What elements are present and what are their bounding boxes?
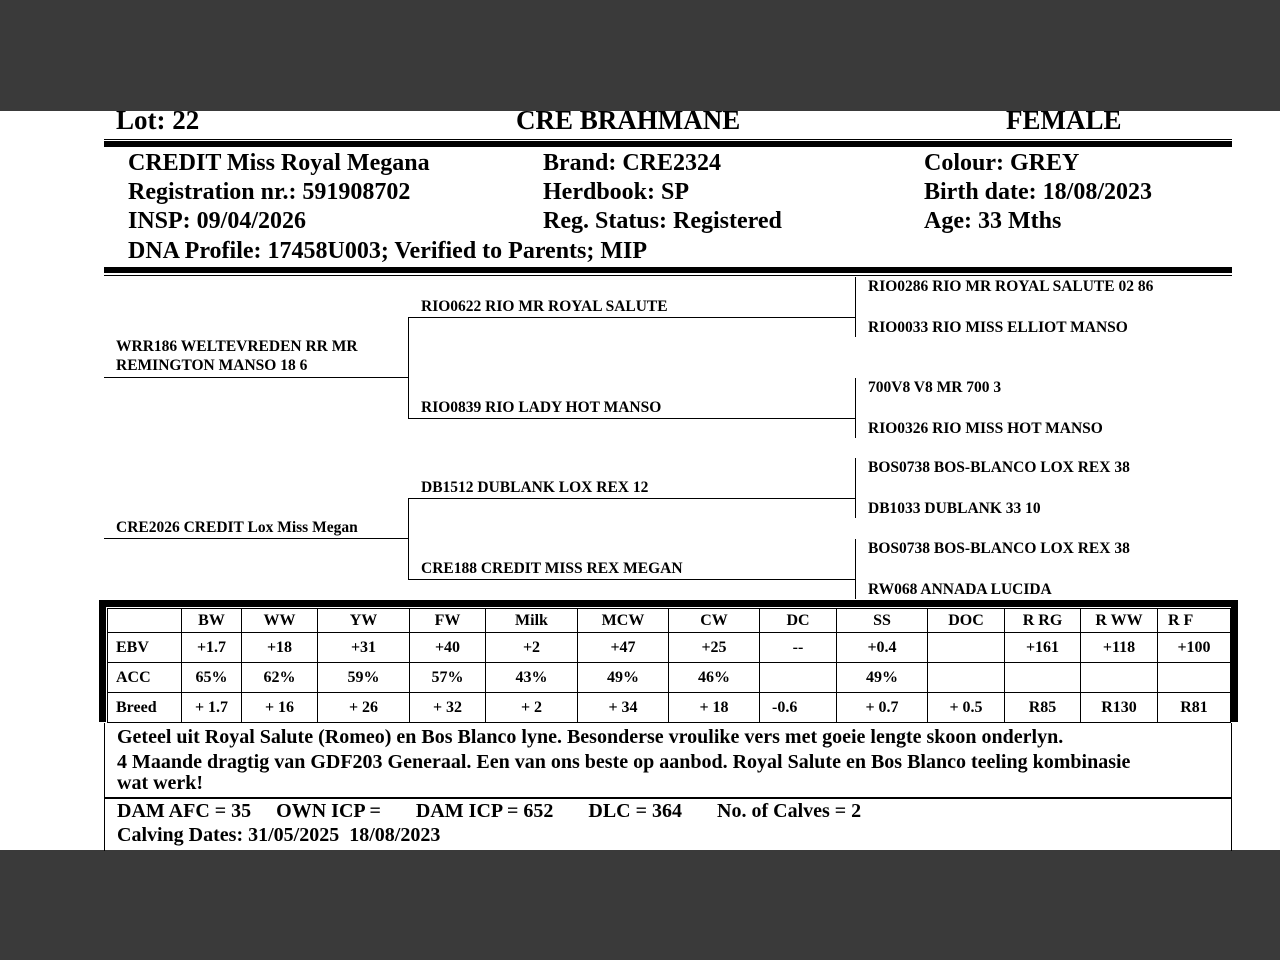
acc-cell: 65%: [182, 663, 242, 693]
gen3-ancestor-6: DB1033 DUBLANK 33 10: [868, 500, 1041, 517]
remarks-line-2: 4 Maande dragtig van GDF203 Generaal. Een van ons beste op aanbod. Royal Salute en Bos Blanco teeling kombinasie: [117, 751, 1131, 773]
ebv-header-cell: R RG: [1005, 609, 1081, 633]
breed-cell: + 16: [242, 693, 318, 723]
header-thin-rule: [104, 139, 1232, 140]
ebv-table: [107, 608, 1231, 723]
brand: Brand: CRE2324: [543, 150, 722, 176]
ebv-cell: +161: [1005, 633, 1081, 663]
calving-dates: Calving Dates: 31/05/2025 18/08/2023: [117, 824, 441, 846]
ebv-header-row: [108, 609, 1231, 633]
lot-document: [0, 105, 1280, 850]
gen3-bracket-4: [855, 539, 856, 599]
dam-bracket: [408, 498, 409, 580]
dna-profile: DNA Profile: 17458U003; Verified to Parents; MIP: [128, 238, 648, 264]
dam: CRE2026 CREDIT Lox Miss Megan: [116, 519, 358, 536]
gen3-ancestor-5: BOS0738 BOS-BLANCO LOX REX 38: [868, 459, 1130, 476]
herdbook: Herdbook: SP: [543, 179, 690, 205]
ebv-row: [108, 633, 1231, 663]
sire-sire: RIO0622 RIO MR ROYAL SALUTE: [421, 298, 668, 315]
sire-line-2: REMINGTON MANSO 18 6: [116, 357, 308, 374]
dam-dam: CRE188 CREDIT MISS REX MEGAN: [421, 560, 683, 577]
acc-cell: 62%: [242, 663, 318, 693]
sire-bracket: [408, 317, 409, 419]
animal-name: CREDIT Miss Royal Megana: [128, 150, 430, 176]
ebv-cell: +18: [242, 633, 318, 663]
acc-cell: [1081, 663, 1158, 693]
ebv-row-label: EBV: [108, 633, 182, 663]
breed-cell: + 1.7: [182, 693, 242, 723]
colour: Colour: GREY: [924, 150, 1080, 176]
acc-cell: 49%: [837, 663, 928, 693]
ebv-cell: +31: [318, 633, 410, 663]
breed-cell: R81: [1158, 693, 1231, 723]
sire-sire-line: [408, 317, 856, 318]
ebv-header-cell: R WW: [1081, 609, 1158, 633]
breed-cell: -0.6: [760, 693, 837, 723]
ebv-header-cell: YW: [318, 609, 410, 633]
gen3-ancestor-8: RW068 ANNADA LUCIDA: [868, 581, 1052, 598]
ebv-header-cell: R F: [1158, 609, 1231, 633]
breed-cell: + 18: [669, 693, 760, 723]
acc-cell: 49%: [578, 663, 669, 693]
ebv-cell: +2: [486, 633, 578, 663]
lot-number: Lot: 22: [116, 105, 200, 135]
ebv-header-cell: DOC: [928, 609, 1005, 633]
ebv-cell: +0.4: [837, 633, 928, 663]
ebv-cell: [928, 633, 1005, 663]
registration-status: Reg. Status: Registered: [543, 208, 782, 234]
ebv-header-cell: DC: [760, 609, 837, 633]
breed-cell: + 32: [410, 693, 486, 723]
breed-cell: + 2: [486, 693, 578, 723]
acc-cell: 59%: [318, 663, 410, 693]
ebv-header-cell: CW: [669, 609, 760, 633]
remarks-box: [104, 723, 1232, 798]
gen3-ancestor-3: 700V8 V8 MR 700 3: [868, 379, 1002, 396]
calving-stats-line: DAM AFC = 35 OWN ICP = DAM ICP = 652 DLC = 364 No. of Calves = 2: [117, 800, 862, 822]
ebv-cell: +118: [1081, 633, 1158, 663]
breed-cell: + 26: [318, 693, 410, 723]
ebv-cell: +1.7: [182, 633, 242, 663]
remarks-line-1: Geteel uit Royal Salute (Romeo) en Bos Blanco lyne. Besonderse vroulike vers met goeie lengte skoon onderlyn.: [117, 726, 1064, 748]
acc-row-label: ACC: [108, 663, 182, 693]
gen3-ancestor-1: RIO0286 RIO MR ROYAL SALUTE 02 86: [868, 278, 1154, 295]
info-thin-rule: [104, 275, 1232, 276]
acc-cell: [1005, 663, 1081, 693]
breed-cell: R130: [1081, 693, 1158, 723]
registration-number: Registration nr.: 591908702: [128, 179, 411, 205]
sire-line-1: WRR186 WELTEVREDEN RR MR: [116, 338, 358, 355]
ebv-header-cell: WW: [242, 609, 318, 633]
gen3-bracket-1: [855, 277, 856, 337]
ebv-cell: +100: [1158, 633, 1231, 663]
ebv-frame-top: [99, 600, 1238, 607]
sire-line: [104, 377, 409, 378]
sire-dam-line: [408, 418, 856, 419]
breed-cell: R85: [1005, 693, 1081, 723]
acc-cell: [928, 663, 1005, 693]
sire-dam: RIO0839 RIO LADY HOT MANSO: [421, 399, 662, 416]
birth-date: Birth date: 18/08/2023: [924, 179, 1152, 205]
ebv-frame-right: [1231, 600, 1238, 722]
gen3-ancestor-7: BOS0738 BOS-BLANCO LOX REX 38: [868, 540, 1130, 557]
acc-cell: [760, 663, 837, 693]
breed-cell: + 0.7: [837, 693, 928, 723]
ebv-cell: +47: [578, 633, 669, 663]
ebv-frame-left: [99, 600, 106, 722]
gen3-ancestor-2: RIO0033 RIO MISS ELLIOT MANSO: [868, 319, 1128, 336]
age: Age: 33 Mths: [924, 208, 1062, 234]
gen3-ancestor-4: RIO0326 RIO MISS HOT MANSO: [868, 420, 1103, 437]
ebv-header-cell: FW: [410, 609, 486, 633]
ebv-header-cell: Milk: [486, 609, 578, 633]
dam-sire-line: [408, 498, 856, 499]
inspection-date: INSP: 09/04/2026: [128, 208, 307, 234]
acc-cell: 46%: [669, 663, 760, 693]
ebv-cell: --: [760, 633, 837, 663]
breeder-title: CRE BRAHMANE: [516, 105, 741, 135]
breed-cell: + 34: [578, 693, 669, 723]
info-thick-rule: [104, 267, 1232, 273]
ebv-cell: +40: [410, 633, 486, 663]
acc-cell: [1158, 663, 1231, 693]
acc-cell: 57%: [410, 663, 486, 693]
ebv-header-cell: MCW: [578, 609, 669, 633]
ebv-header-cell: [108, 609, 182, 633]
breed-cell: + 0.5: [928, 693, 1005, 723]
remarks-line-3: wat werk!: [117, 772, 204, 794]
breed-row-label: Breed: [108, 693, 182, 723]
acc-row: [108, 663, 1231, 693]
ebv-cell: +25: [669, 633, 760, 663]
header-thick-rule: [104, 141, 1232, 147]
dam-line: [104, 538, 409, 539]
sex-label: FEMALE: [1006, 105, 1122, 135]
dam-sire: DB1512 DUBLANK LOX REX 12: [421, 479, 649, 496]
gen3-bracket-3: [855, 458, 856, 518]
dam-dam-line: [408, 579, 856, 580]
breed-row: [108, 693, 1231, 723]
calving-stats-box: [104, 798, 1232, 851]
ebv-header-cell: SS: [837, 609, 928, 633]
gen3-bracket-2: [855, 378, 856, 438]
acc-cell: 43%: [486, 663, 578, 693]
ebv-header-cell: BW: [182, 609, 242, 633]
